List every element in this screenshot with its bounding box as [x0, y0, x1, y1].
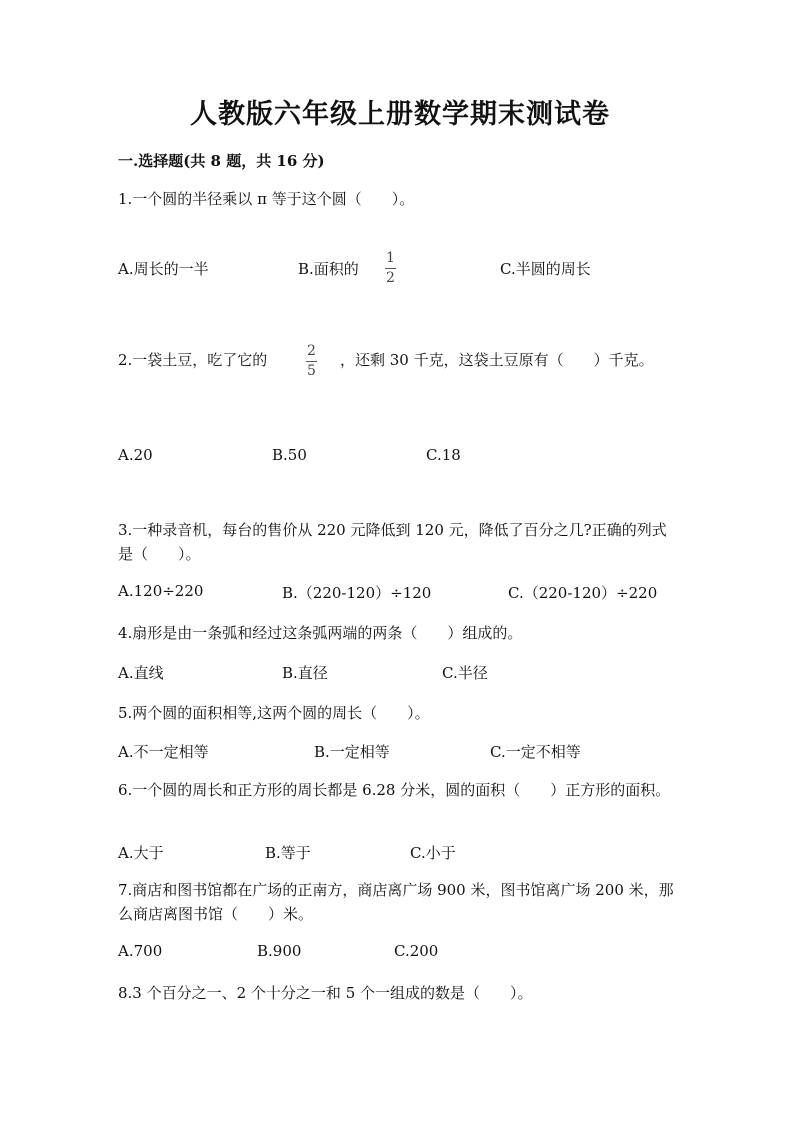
question-6-option-b: B.等于 [265, 844, 311, 862]
question-4-stem: 4.扇形是由一条弧和经过这条弧两端的两条（ ）组成的。 [118, 624, 523, 642]
question-1-option-b: B.面积的 [298, 260, 359, 278]
question-2-option-b: B.50 [272, 446, 307, 464]
page-title: 人教版六年级上册数学期末测试卷 [190, 99, 610, 130]
question-1-option-c: C.半圆的周长 [500, 260, 591, 278]
question-3-option-c: C.（220-120）÷220 [508, 584, 658, 602]
question-4-option-b: B.直径 [282, 664, 328, 682]
question-2-option-a: A.20 [118, 446, 153, 464]
question-3-option-b: B.（220-120）÷120 [282, 584, 432, 602]
question-2-option-c: C.18 [426, 446, 461, 464]
question-2-stem-after: ，还剩 30 千克，这袋土豆原有（ ）千克。 [340, 351, 654, 369]
question-4-option-a: A.直线 [118, 664, 164, 682]
fraction-denominator: 2 [386, 270, 395, 286]
question-1-option-a: A.周长的一半 [118, 260, 209, 278]
question-2-fraction [306, 343, 317, 380]
question-4-option-c: C.半径 [442, 664, 488, 682]
question-6-option-c: C.小于 [410, 844, 456, 862]
fraction-numerator: 1 [386, 250, 395, 266]
question-6-option-a: A.大于 [118, 844, 164, 862]
question-7-option-b: B.900 [257, 942, 302, 960]
fraction-bar [385, 268, 396, 269]
question-5-option-c: C.一定不相等 [490, 743, 581, 761]
question-3-option-a: A.120÷220 [118, 582, 204, 600]
section-heading: 一.选择题(共 8 题，共 16 分) [118, 152, 325, 170]
question-7-stem: 7.商店和图书馆都在广场的正南方，商店离广场 900 米，图书馆离广场 200 米，那么商店离图书馆（ ）米。 [118, 881, 674, 923]
question-6-stem: 6.一个圆的周长和正方形的周长都是 6.28 分米，圆的面积（ ）正方形的面积。 [118, 781, 671, 799]
fraction-numerator: 2 [307, 343, 316, 359]
question-5-option-a: A.不一定相等 [118, 743, 209, 761]
question-5-stem: 5.两个圆的面积相等,这两个圆的周长（ ）。 [118, 704, 430, 722]
question-5-option-b: B.一定相等 [314, 743, 390, 761]
question-7-option-a: A.700 [118, 942, 163, 960]
question-3-stem: 3.一种录音机，每台的售价从 220 元降低到 120 元，降低了百分之几?正确的列式是（ ）。 [118, 521, 667, 563]
fraction-denominator: 5 [307, 363, 316, 379]
question-2-stem-before: 2.一袋土豆，吃了它的 [118, 351, 268, 369]
question-7-option-c: C.200 [394, 942, 439, 960]
question-1-fraction [385, 250, 396, 287]
question-1-stem: 1.一个圆的半径乘以 π 等于这个圆（ ）。 [118, 190, 415, 208]
fraction-bar [306, 361, 317, 362]
question-8-stem: 8.3 个百分之一、2 个十分之一和 5 个一组成的数是（ ）。 [118, 984, 533, 1002]
